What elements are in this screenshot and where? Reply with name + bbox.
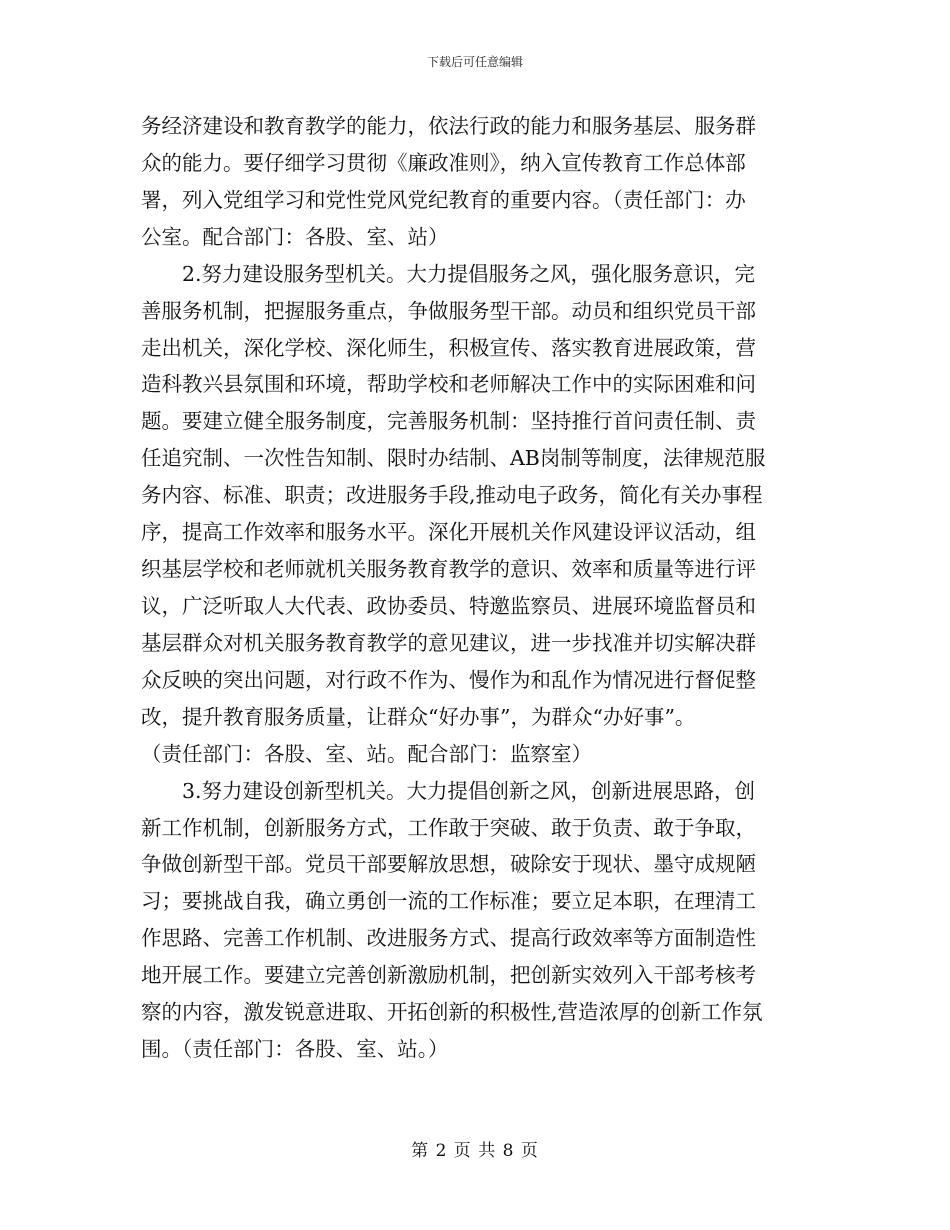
- page-header: 下载后可任意编辑: [426, 55, 523, 69]
- text-line: 善服务机制，把握服务重点，争做服务型干部。动员和组织党员干部: [141, 298, 756, 323]
- text-line: 地开展工作。要建立完善创新激励机制，把创新实效列入干部考核考: [141, 963, 756, 988]
- text-line: 务内容、标准、职责；改进服务手段,推动电子政务，简化有关办事程: [141, 483, 763, 508]
- document-body: [141, 108, 807, 1068]
- text-line: 察的内容，激发锐意进取、开拓创新的积极性,营造浓厚的创新工作氛: [141, 1000, 763, 1025]
- text-line: 公室。配合部门：各股、室、站）: [141, 224, 449, 249]
- text-line: 走出机关，深化学校、深化师生，积极宣传、落实教育进展政策，营: [141, 335, 756, 360]
- text-line: 争做创新型干部。党员干部要解放思想，破除安于现状、墨守成规陋: [141, 852, 756, 877]
- text-line: 议，广泛听取人大代表、政协委员、特邀监察员、进展环境监督员和: [141, 593, 756, 618]
- text-line: 围。（责任部门：各股、室、站。）: [141, 1037, 449, 1062]
- text-line: 作思路、完善工作机制、改进服务方式、提高行政效率等方面制造性: [141, 926, 756, 951]
- text-line: 织基层学校和老师就机关服务教育教学的意识、效率和质量等进行评: [141, 557, 756, 582]
- text-line: 众反映的突出问题，对行政不作为、慢作为和乱作为情况进行督促整: [141, 667, 756, 692]
- text-line: 题。要建立健全服务制度，完善服务机制：坚持推行首问责任制、责: [141, 409, 756, 434]
- text-line: 众的能力。要仔细学习贯彻《廉政准则》，纳入宣传教育工作总体部: [141, 150, 746, 175]
- text-line: 基层群众对机关服务教育教学的意见建议，进一步找准并切实解决群: [141, 630, 756, 655]
- text-line: 任追究制、一次性告知制、限时办结制、AB岗制等制度，法律规范服: [141, 446, 766, 471]
- text-line: 习；要挑战自我，确立勇创一流的工作标准；要立足本职，在理清工: [141, 889, 756, 914]
- text-line: 署，列入党组学习和党性党风党纪教育的重要内容。（责任部门：办: [141, 187, 746, 212]
- page-number-footer: 第 2 页 共 8 页: [411, 1141, 539, 1161]
- text-line: 务经济建设和教育教学的能力，依法行政的能力和服务基层、服务群: [141, 114, 756, 138]
- text-line: 新工作机制，创新服务方式，工作敢于突破、敢于负责、敢于争取，: [141, 815, 756, 840]
- text-line: （责任部门：各股、室、站。配合部门：监察室）: [141, 741, 592, 766]
- text-line: 改，提升教育服务质量，让群众“好办事”，为群众“办好事”。: [141, 704, 696, 729]
- text-line: 造科教兴县氛围和环境，帮助学校和老师解决工作中的实际困难和问: [141, 372, 756, 397]
- text-line: 序，提高工作效率和服务水平。深化开展机关作风建设评议活动，组: [141, 520, 756, 545]
- paragraph-3-first-line: 3.努力建设创新型机关。大力提倡创新之风，创新进展思路，创: [182, 778, 756, 803]
- paragraph-2-first-line: 2.努力建设服务型机关。大力提倡服务之风，强化服务意识，完: [182, 261, 756, 286]
